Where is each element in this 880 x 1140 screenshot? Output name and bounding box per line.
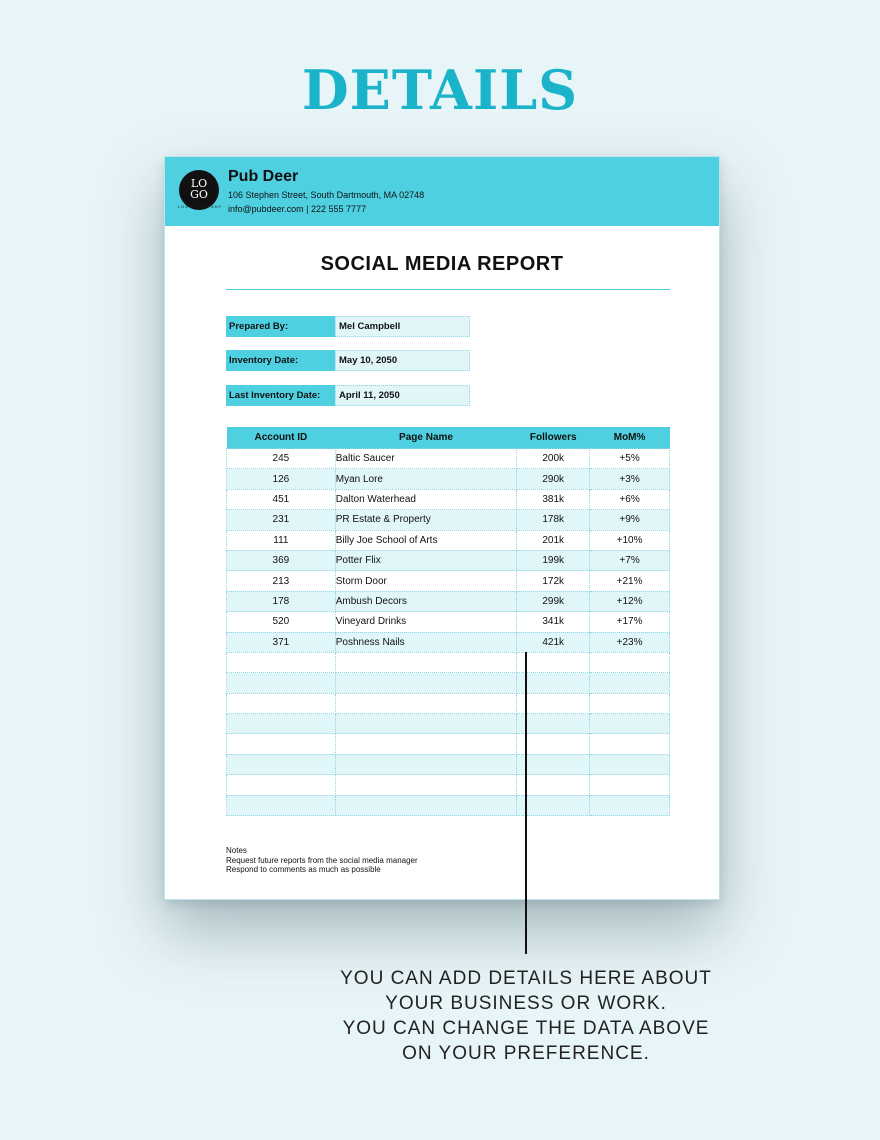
empty-table-row bbox=[227, 673, 670, 693]
caption-line: YOUR BUSINESS OR WORK. bbox=[385, 993, 667, 1014]
empty-cell[interactable] bbox=[517, 693, 590, 713]
inventory-date-label: Inventory Date: bbox=[226, 350, 335, 371]
cell-account-id[interactable]: 126 bbox=[227, 469, 336, 489]
cell-followers[interactable]: 200k bbox=[517, 449, 590, 469]
cell-page-name[interactable]: Myan Lore bbox=[335, 469, 517, 489]
header-followers: Followers bbox=[517, 427, 590, 449]
cell-page-name[interactable]: Baltic Saucer bbox=[335, 449, 517, 469]
table-row bbox=[227, 550, 670, 570]
logo-caption: LOGO COMPANY bbox=[177, 204, 223, 209]
cell-account-id[interactable]: 369 bbox=[227, 550, 336, 570]
cell-followers[interactable]: 421k bbox=[517, 632, 590, 652]
cell-followers[interactable]: 381k bbox=[517, 489, 590, 509]
cell-page-name[interactable]: PR Estate & Property bbox=[335, 510, 517, 530]
empty-table-row bbox=[227, 795, 670, 815]
report-document bbox=[164, 156, 720, 900]
empty-cell[interactable] bbox=[227, 714, 336, 734]
title-divider bbox=[226, 289, 670, 290]
cell-page-name[interactable]: Billy Joe School of Arts bbox=[335, 530, 517, 550]
cell-page-name[interactable]: Ambush Decors bbox=[335, 591, 517, 611]
empty-cell[interactable] bbox=[227, 734, 336, 754]
cell-followers[interactable]: 290k bbox=[517, 469, 590, 489]
empty-cell[interactable] bbox=[227, 693, 336, 713]
caption-line: ON YOUR PREFERENCE. bbox=[402, 1043, 650, 1064]
inventory-date-field bbox=[226, 350, 470, 371]
empty-table-row bbox=[227, 714, 670, 734]
cell-mom[interactable]: +17% bbox=[590, 612, 670, 632]
empty-cell[interactable] bbox=[590, 754, 670, 774]
last-inventory-date-field bbox=[226, 385, 470, 406]
table-row bbox=[227, 489, 670, 509]
table-row bbox=[227, 612, 670, 632]
notes-line: Respond to comments as much as possible bbox=[226, 865, 381, 874]
document-header bbox=[165, 157, 719, 226]
empty-cell[interactable] bbox=[227, 652, 336, 672]
table-header-row bbox=[227, 427, 670, 449]
notes-line: Request future reports from the social media manager bbox=[226, 855, 418, 865]
cell-page-name[interactable]: Potter Flix bbox=[335, 550, 517, 570]
cell-mom[interactable]: +23% bbox=[590, 632, 670, 652]
cell-followers[interactable]: 178k bbox=[517, 510, 590, 530]
empty-cell[interactable] bbox=[227, 775, 336, 795]
page-headline: DETAILS bbox=[301, 58, 579, 122]
cell-mom[interactable]: +5% bbox=[590, 449, 670, 469]
empty-cell[interactable] bbox=[335, 795, 517, 815]
empty-cell[interactable] bbox=[590, 652, 670, 672]
empty-cell[interactable] bbox=[590, 714, 670, 734]
empty-cell[interactable] bbox=[227, 795, 336, 815]
cell-mom[interactable]: +10% bbox=[590, 530, 670, 550]
table-row bbox=[227, 449, 670, 469]
cell-mom[interactable]: +12% bbox=[590, 591, 670, 611]
empty-cell[interactable] bbox=[335, 673, 517, 693]
empty-cell[interactable] bbox=[335, 734, 517, 754]
empty-cell[interactable] bbox=[590, 734, 670, 754]
cell-mom[interactable]: +6% bbox=[590, 489, 670, 509]
empty-cell[interactable] bbox=[517, 652, 590, 672]
table-row bbox=[227, 530, 670, 550]
cell-followers[interactable]: 199k bbox=[517, 550, 590, 570]
table-row bbox=[227, 632, 670, 652]
header-account-id: Account ID bbox=[227, 427, 336, 449]
table-row bbox=[227, 591, 670, 611]
cell-mom[interactable]: +7% bbox=[590, 550, 670, 570]
cell-account-id[interactable]: 111 bbox=[227, 530, 336, 550]
header-page-name: Page Name bbox=[335, 427, 517, 449]
empty-table-row bbox=[227, 652, 670, 672]
empty-table-row bbox=[227, 734, 670, 754]
cell-page-name[interactable]: Dalton Waterhead bbox=[335, 489, 517, 509]
cell-account-id[interactable]: 245 bbox=[227, 449, 336, 469]
company-address: 106 Stephen Street, South Dartmouth, MA 02748 bbox=[228, 190, 425, 200]
prepared-by-field bbox=[226, 316, 470, 337]
empty-cell[interactable] bbox=[517, 754, 590, 774]
company-contact: info@pubdeer.com | 222 555 7777 bbox=[228, 204, 367, 214]
empty-cell[interactable] bbox=[517, 714, 590, 734]
cell-account-id[interactable]: 213 bbox=[227, 571, 336, 591]
empty-cell[interactable] bbox=[517, 775, 590, 795]
empty-table-row bbox=[227, 775, 670, 795]
logo-text-top: LO bbox=[190, 177, 208, 190]
last-inventory-date-value[interactable]: April 11, 2050 bbox=[335, 385, 470, 406]
cell-followers[interactable]: 201k bbox=[517, 530, 590, 550]
empty-cell[interactable] bbox=[517, 734, 590, 754]
empty-cell[interactable] bbox=[335, 775, 517, 795]
cell-followers[interactable]: 299k bbox=[517, 591, 590, 611]
cell-account-id[interactable]: 451 bbox=[227, 489, 336, 509]
empty-cell[interactable] bbox=[517, 673, 590, 693]
notes-section bbox=[226, 846, 418, 875]
empty-cell[interactable] bbox=[335, 754, 517, 774]
pointer-line bbox=[525, 652, 527, 954]
empty-cell[interactable] bbox=[590, 795, 670, 815]
empty-cell[interactable] bbox=[335, 693, 517, 713]
cell-followers[interactable]: 341k bbox=[517, 612, 590, 632]
empty-cell[interactable] bbox=[335, 652, 517, 672]
table-row bbox=[227, 571, 670, 591]
empty-table-row bbox=[227, 693, 670, 713]
cell-mom[interactable]: +9% bbox=[590, 510, 670, 530]
empty-cell[interactable] bbox=[590, 775, 670, 795]
cell-account-id[interactable]: 371 bbox=[227, 632, 336, 652]
table-row bbox=[227, 510, 670, 530]
empty-cell[interactable] bbox=[335, 714, 517, 734]
last-inventory-date-label: Last Inventory Date: bbox=[226, 385, 335, 406]
empty-table-row bbox=[227, 754, 670, 774]
table-row bbox=[227, 469, 670, 489]
caption-line: YOU CAN CHANGE THE DATA ABOVE bbox=[342, 1018, 710, 1039]
cell-account-id[interactable]: 231 bbox=[227, 510, 336, 530]
accounts-table bbox=[226, 427, 670, 816]
empty-cell[interactable] bbox=[590, 693, 670, 713]
empty-cell[interactable] bbox=[590, 673, 670, 693]
cell-account-id[interactable]: 520 bbox=[227, 612, 336, 632]
empty-cell[interactable] bbox=[517, 795, 590, 815]
table-body bbox=[227, 449, 670, 816]
cell-account-id[interactable]: 178 bbox=[227, 591, 336, 611]
prepared-by-value[interactable]: Mel Campbell bbox=[335, 316, 470, 337]
empty-cell[interactable] bbox=[227, 754, 336, 774]
cell-page-name[interactable]: Storm Door bbox=[335, 571, 517, 591]
empty-cell[interactable] bbox=[227, 673, 336, 693]
caption-text bbox=[316, 966, 736, 1066]
company-name: Pub Deer bbox=[228, 168, 299, 185]
header-mom: MoM% bbox=[590, 427, 670, 449]
notes-title: Notes bbox=[226, 846, 247, 855]
inventory-date-value[interactable]: May 10, 2050 bbox=[335, 350, 470, 371]
cell-page-name[interactable]: Vineyard Drinks bbox=[335, 612, 517, 632]
cell-mom[interactable]: +3% bbox=[590, 469, 670, 489]
cell-mom[interactable]: +21% bbox=[590, 571, 670, 591]
report-title: SOCIAL MEDIA REPORT bbox=[320, 253, 564, 275]
caption-line: YOU CAN ADD DETAILS HERE ABOUT bbox=[340, 968, 712, 989]
cell-page-name[interactable]: Poshness Nails bbox=[335, 632, 517, 652]
prepared-by-label: Prepared By: bbox=[226, 316, 335, 337]
logo-text-bottom: GO bbox=[190, 188, 208, 201]
cell-followers[interactable]: 172k bbox=[517, 571, 590, 591]
